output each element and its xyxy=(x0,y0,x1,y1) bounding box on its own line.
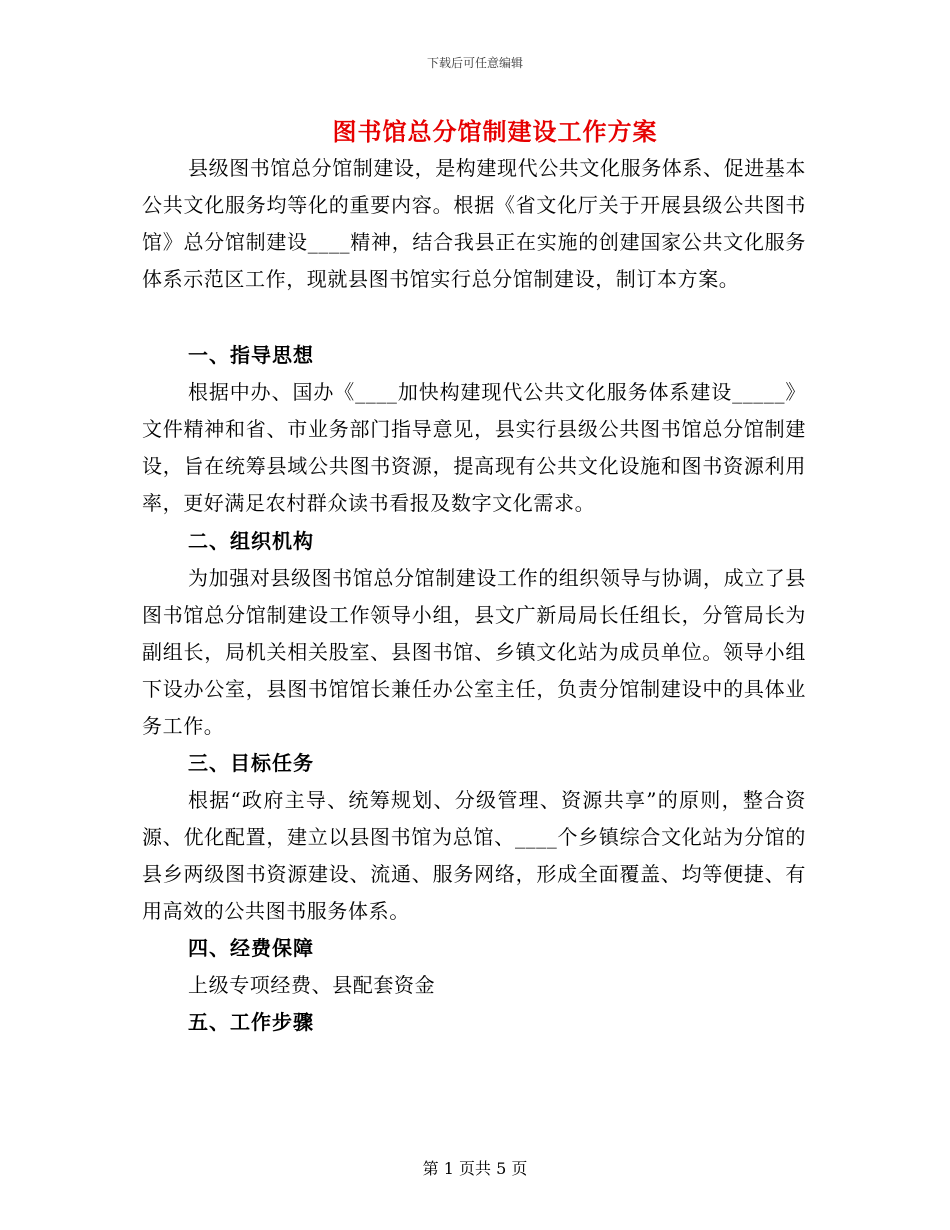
page-footer: 第 1 页共 5 页 xyxy=(422,1159,528,1178)
section-paragraph-organization: 为加强对县级图书馆总分馆制建设工作的组织领导与协调，成立了县图书馆总分馆制建设工作领导小组，县文广新局局长任组长，分管局长为副组长，局机关相关股室、县图书馆、乡镇文化站为成员单位。领导小组下设办公室，县图书馆馆长兼任办公室主任，负责分馆制建设中的具体业务工作。 xyxy=(142,566,806,738)
section-heading-goals: 三、目标任务 xyxy=(188,751,314,775)
section-paragraph-goals: 根据“政府主导、统筹规划、分级管理、资源共享”的原则，整合资源、优化配置，建立以县图书馆为总馆、____个乡镇综合文化站为分馆的县乡两级图书资源建设、流通、服务网络，形成全面覆盖、均等便捷、有用高效的公共图书服务体系。 xyxy=(142,788,806,923)
intro-paragraph: 县级图书馆总分馆制建设，是构建现代公共文化服务体系、促进基本公共文化服务均等化的重要内容。根据《省文化厅关于开展县级公共图书馆》总分馆制建设____精神，结合我县正在实施的创建国家公共文化服务体系示范区工作，现就县图书馆实行总分馆制建设，制订本方案。 xyxy=(142,156,806,291)
section-heading-work-steps: 五、工作步骤 xyxy=(188,1010,314,1034)
section-heading-organization: 二、组织机构 xyxy=(188,529,314,553)
section-paragraph-funding: 上级专项经费、县配套资金 xyxy=(188,973,436,997)
section-heading-guiding-ideology: 一、指导思想 xyxy=(188,343,314,367)
section-paragraph-guiding-ideology: 根据中办、国办《____加快构建现代公共文化服务体系建设_____》文件精神和省、市业务部门指导意见，县实行县级公共图书馆总分馆制建设，旨在统筹县域公共图书资源，提高现有公共文化设施和图书资源利用率，更好满足农村群众读书看报及数字文化需求。 xyxy=(142,380,806,515)
header-note: 下载后可任意编辑 xyxy=(426,56,523,70)
section-heading-funding: 四、经费保障 xyxy=(188,936,314,960)
document-title: 图书馆总分馆制建设工作方案 xyxy=(332,117,658,146)
